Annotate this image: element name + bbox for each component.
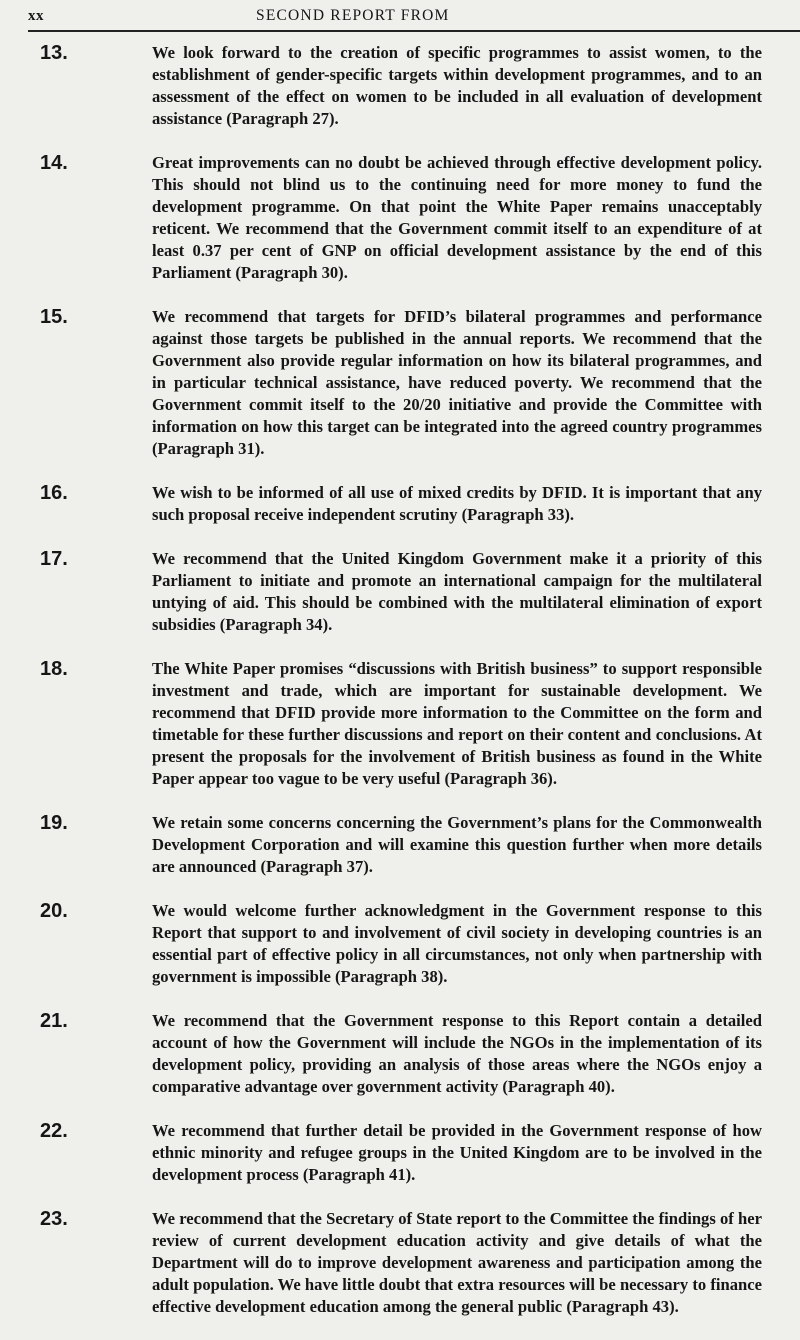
recommendation-item [0,812,800,878]
recommendation-item [0,1208,800,1318]
recommendation-item [0,658,800,790]
recommendation-item [0,306,800,460]
item-number: 14. [40,152,68,174]
item-text: We recommend that the Government response to this Report contain a detailed account of how the Government will include the NGOs in the implementation of its development policy, providing an analysis of those areas where the NGOs enjoy a comparative advantage over government activity (Paragraph 40). [152,1011,762,1096]
page-number: xx [28,8,44,24]
item-text: The White Paper promises “discussions with British business” to support responsible investment and trade, which are important for sustainable development. We recommend that DFID provide more information to the Committee on the form and timetable for these further discussions and report on their content and conclusions. At present the proposals for the involvement of British business as found in the White Paper appear too vague to be very useful (Paragraph 36). [152,659,762,788]
item-number: 19. [40,812,68,834]
item-number: 17. [40,548,68,570]
item-number: 20. [40,900,68,922]
recommendation-item [0,900,800,988]
item-number: 15. [40,306,68,328]
item-text: Great improvements can no doubt be achieved through effective development policy. This should not blind us to the continuing need for more money to fund the development programme. On that point the White Paper remains unacceptably reticent. We recommend that the Government commit itself to an expenditure of at least 0.37 per cent of GNP on official development assistance by the end of this Parliament (Paragraph 30). [152,153,762,282]
item-text: We recommend that the Secretary of State report to the Committee the findings of her review of current development education activity and give details of what the Department will do to improve development awareness and participation among the adult population. We have little doubt that extra resources will be necessary to finance effective development education among the general public (Paragraph 43). [152,1209,762,1316]
recommendation-item [0,548,800,636]
item-number: 13. [40,42,68,64]
item-text: We recommend that targets for DFID’s bilateral programmes and performance against those targets be published in the annual reports. We recommend that the Government also provide regular information on how its bilateral programmes, and in particular technical assistance, have reduced poverty. We recommend that the Government commit itself to the 20/20 initiative and provide the Committee with information on how this target can be integrated into the agreed country programmes (Paragraph 31). [152,307,762,458]
item-number: 23. [40,1208,68,1230]
recommendation-item [0,152,800,284]
item-text: We recommend that further detail be provided in the Government response of how ethnic minority and refugee groups in the United Kingdom are to be involved in the development process (Paragraph 41). [152,1121,762,1184]
item-number: 16. [40,482,68,504]
header-rule [28,30,800,32]
recommendation-item [0,482,800,526]
item-text: We recommend that the United Kingdom Government make it a priority of this Parliament to initiate and promote an international campaign for the multilateral untying of aid. This should be combined with the multilateral elimination of export subsidies (Paragraph 34). [152,549,762,634]
item-text: We retain some concerns concerning the Government’s plans for the Commonwealth Development Corporation and will examine this question further when more details are announced (Paragraph 37). [152,813,762,876]
running-head: SECOND REPORT FROM [256,7,450,24]
item-text: We would welcome further acknowledgment in the Government response to this Report that support to and involvement of civil society in developing countries is an essential part of effective policy in all circumstances, not only when partnership with government is impossible (Paragraph 38). [152,901,762,986]
recommendation-item [0,1120,800,1186]
recommendation-item [0,1010,800,1098]
item-text: We wish to be informed of all use of mixed credits by DFID. It is important that any such proposal receive independent scrutiny (Paragraph 33). [152,483,762,524]
page-header [28,0,760,30]
item-number: 22. [40,1120,68,1142]
item-number: 21. [40,1010,68,1032]
recommendation-item [0,42,800,130]
recommendation-list [0,42,800,1340]
item-text: We look forward to the creation of specific programmes to assist women, to the establishment of gender-specific targets within development programmes, and to an assessment of the effect on women to be included in all evaluation of development assistance (Paragraph 27). [152,43,762,128]
item-number: 18. [40,658,68,680]
